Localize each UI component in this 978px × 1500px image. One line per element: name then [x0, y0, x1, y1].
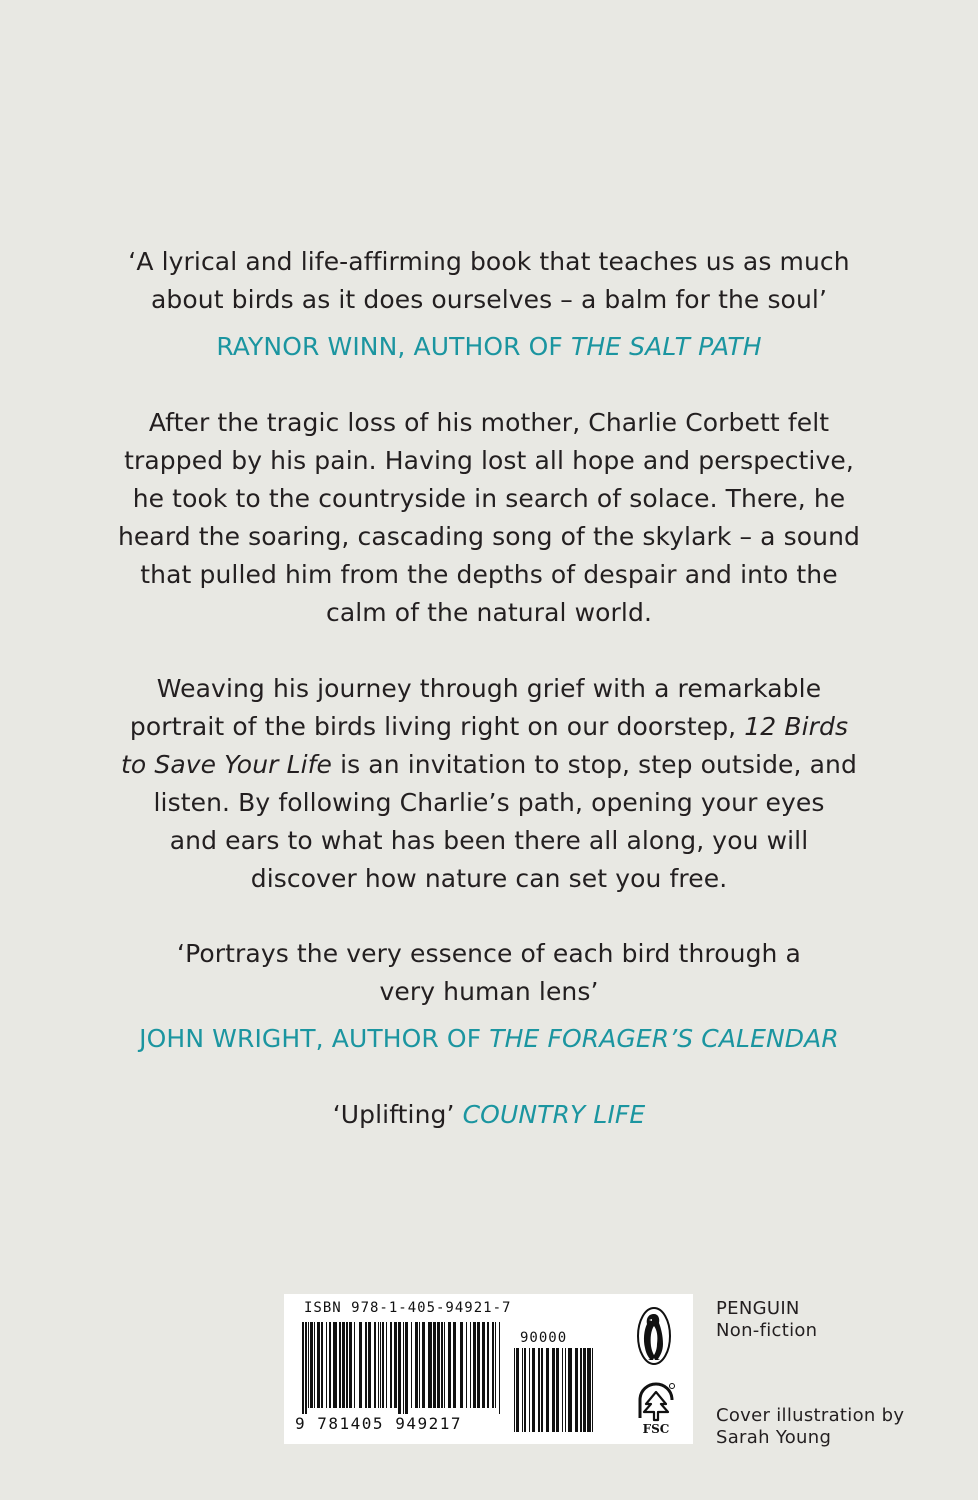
- isbn-number: ISBN 978-1-405-94921-7: [304, 1300, 512, 1316]
- quote-source: COUNTRY LIFE: [462, 1100, 646, 1129]
- blurb-paragraph-1: [90, 404, 888, 632]
- barcode-panel: [284, 1294, 693, 1444]
- book-category: Non-fiction: [716, 1320, 818, 1341]
- quote-attribution: [90, 1020, 888, 1058]
- blurb-line: [90, 708, 888, 746]
- quote-raynor-winn: [90, 243, 888, 366]
- credit-line: Sarah Young: [716, 1427, 832, 1448]
- attribution-name: JOHN WRIGHT, AUTHOR OF: [139, 1024, 490, 1053]
- blurb-paragraph-2: [90, 670, 888, 898]
- ean-barcode: [302, 1322, 502, 1414]
- quote-country-life: [90, 1096, 888, 1134]
- ean-digits: 9 781405 949217: [295, 1414, 462, 1433]
- blurb-line: listen. By following Charlie’s path, opening your eyes: [153, 788, 825, 817]
- quote-text: ‘Uplifting’: [332, 1100, 463, 1129]
- blurb-line: he took to the countryside in search of solace. There, he: [132, 484, 846, 513]
- blurb-line: heard the soaring, cascading song of the skylark – a sound: [117, 522, 861, 551]
- quote-line: about birds as it does ourselves – a balm for the soul’: [151, 285, 827, 314]
- attribution-book-title: THE FORAGER’S CALENDAR: [489, 1024, 839, 1053]
- addon-barcode: [514, 1348, 596, 1432]
- blurb-line: discover how nature can set you free.: [250, 864, 728, 893]
- blurb-line: that pulled him from the depths of despair and into the: [140, 560, 838, 589]
- blurb-line: Weaving his journey through grief with a remarkable: [156, 674, 822, 703]
- blurb-line: calm of the natural world.: [325, 598, 652, 627]
- quote-attribution: [90, 328, 888, 366]
- quote-line: very human lens’: [379, 977, 599, 1006]
- cover-credits: [716, 1405, 904, 1449]
- blurb-text: is an invitation to stop, step outside, and: [332, 750, 857, 779]
- book-title: to Save Your Life: [121, 750, 333, 779]
- blurb-line: After the tragic loss of his mother, Charlie Corbett felt: [148, 408, 830, 437]
- imprint: [716, 1298, 817, 1342]
- publisher-name: PENGUIN: [716, 1298, 800, 1319]
- quote-line: ‘A lyrical and life-affirming book that teaches us as much: [128, 247, 850, 276]
- penguin-logo-icon: [636, 1306, 672, 1366]
- quote-john-wright: [90, 935, 888, 1058]
- fsc-logo-icon: [634, 1378, 678, 1436]
- price-code: 90000: [520, 1330, 568, 1346]
- attribution-book-title: THE SALT PATH: [570, 332, 762, 361]
- credit-line: Cover illustration by: [716, 1405, 905, 1426]
- blurb-line: [90, 746, 888, 784]
- blurb-line: trapped by his pain. Having lost all hope and perspective,: [124, 446, 854, 475]
- quote-line: ‘Portrays the very essence of each bird through a: [177, 939, 801, 968]
- attribution-name: RAYNOR WINN, AUTHOR OF: [216, 332, 571, 361]
- book-title: 12 Birds: [744, 712, 849, 741]
- fsc-label: FSC: [642, 1422, 670, 1436]
- blurb-line: and ears to what has been there all along, you will: [169, 826, 809, 855]
- blurb-text: portrait of the birds living right on our doorstep,: [129, 712, 745, 741]
